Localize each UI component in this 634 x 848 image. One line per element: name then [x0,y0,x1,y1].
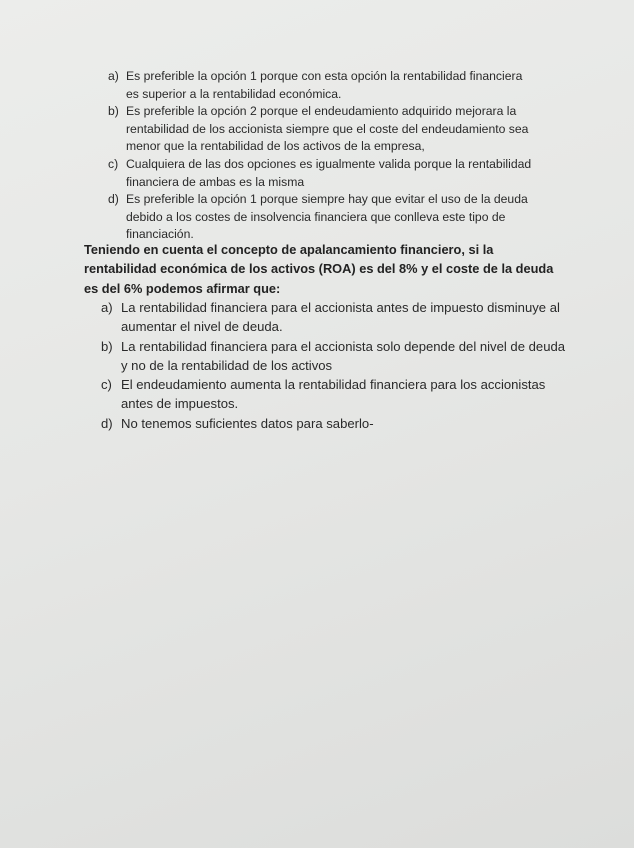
option-d [108,191,538,244]
option-text: La rentabilidad financiera para el accionista solo depende del nivel de deuda y no de la rentabilidad de los activos [121,338,566,373]
option-text: Es preferible la opción 2 porque el endeudamiento adquirido mejorara la rentabilidad de los accionista siempre que el coste del endeudamiento sea menor que la rentabilidad de los activos de la empresa, [126,104,529,154]
option-marker: b) [101,338,113,354]
option-text: No tenemos suficientes datos para saberlo- [121,415,374,431]
option-marker: c) [108,156,119,171]
option-c [101,375,571,414]
option-marker: d) [108,192,119,207]
option-marker: c) [101,377,112,393]
option-marker: d) [101,415,113,431]
option-text: Es preferible la opción 1 porque siempre hay que evitar el uso de la deuda debido a los costes de insolvencia financiera que conlleva este tipo de financiación. [126,192,528,242]
answer-options [101,298,571,433]
option-b [108,103,538,156]
option-a [101,298,571,337]
option-text: El endeudamiento aumenta la rentabilidad financiera para los accionistas antes de impuestos. [121,377,546,412]
option-marker: a) [101,300,113,315]
option-marker: b) [108,104,119,119]
option-text: La rentabilidad financiera para el accionista antes de impuesto disminuye al aumentar el nivel de deuda. [121,300,560,335]
option-b [101,337,571,376]
option-d [101,414,571,433]
option-a [108,68,538,103]
option-text: Es preferible la opción 1 porque con esta opción la rentabilidad financiera es superior a la rentabilidad económica. [126,69,523,101]
question-stem: Teniendo en cuenta el concepto de apalancamiento financiero, si la rentabilidad económica de los activos (ROA) es del 8% y el coste de la deuda es del 6% podemos afirmar que: [84,242,554,296]
option-marker: a) [108,69,119,83]
answer-options-previous-question [108,68,538,244]
option-c [108,156,538,191]
option-text: Cualquiera de las dos opciones es igualmente valida porque la rentabilidad financiera de ambas es la misma [126,156,532,189]
